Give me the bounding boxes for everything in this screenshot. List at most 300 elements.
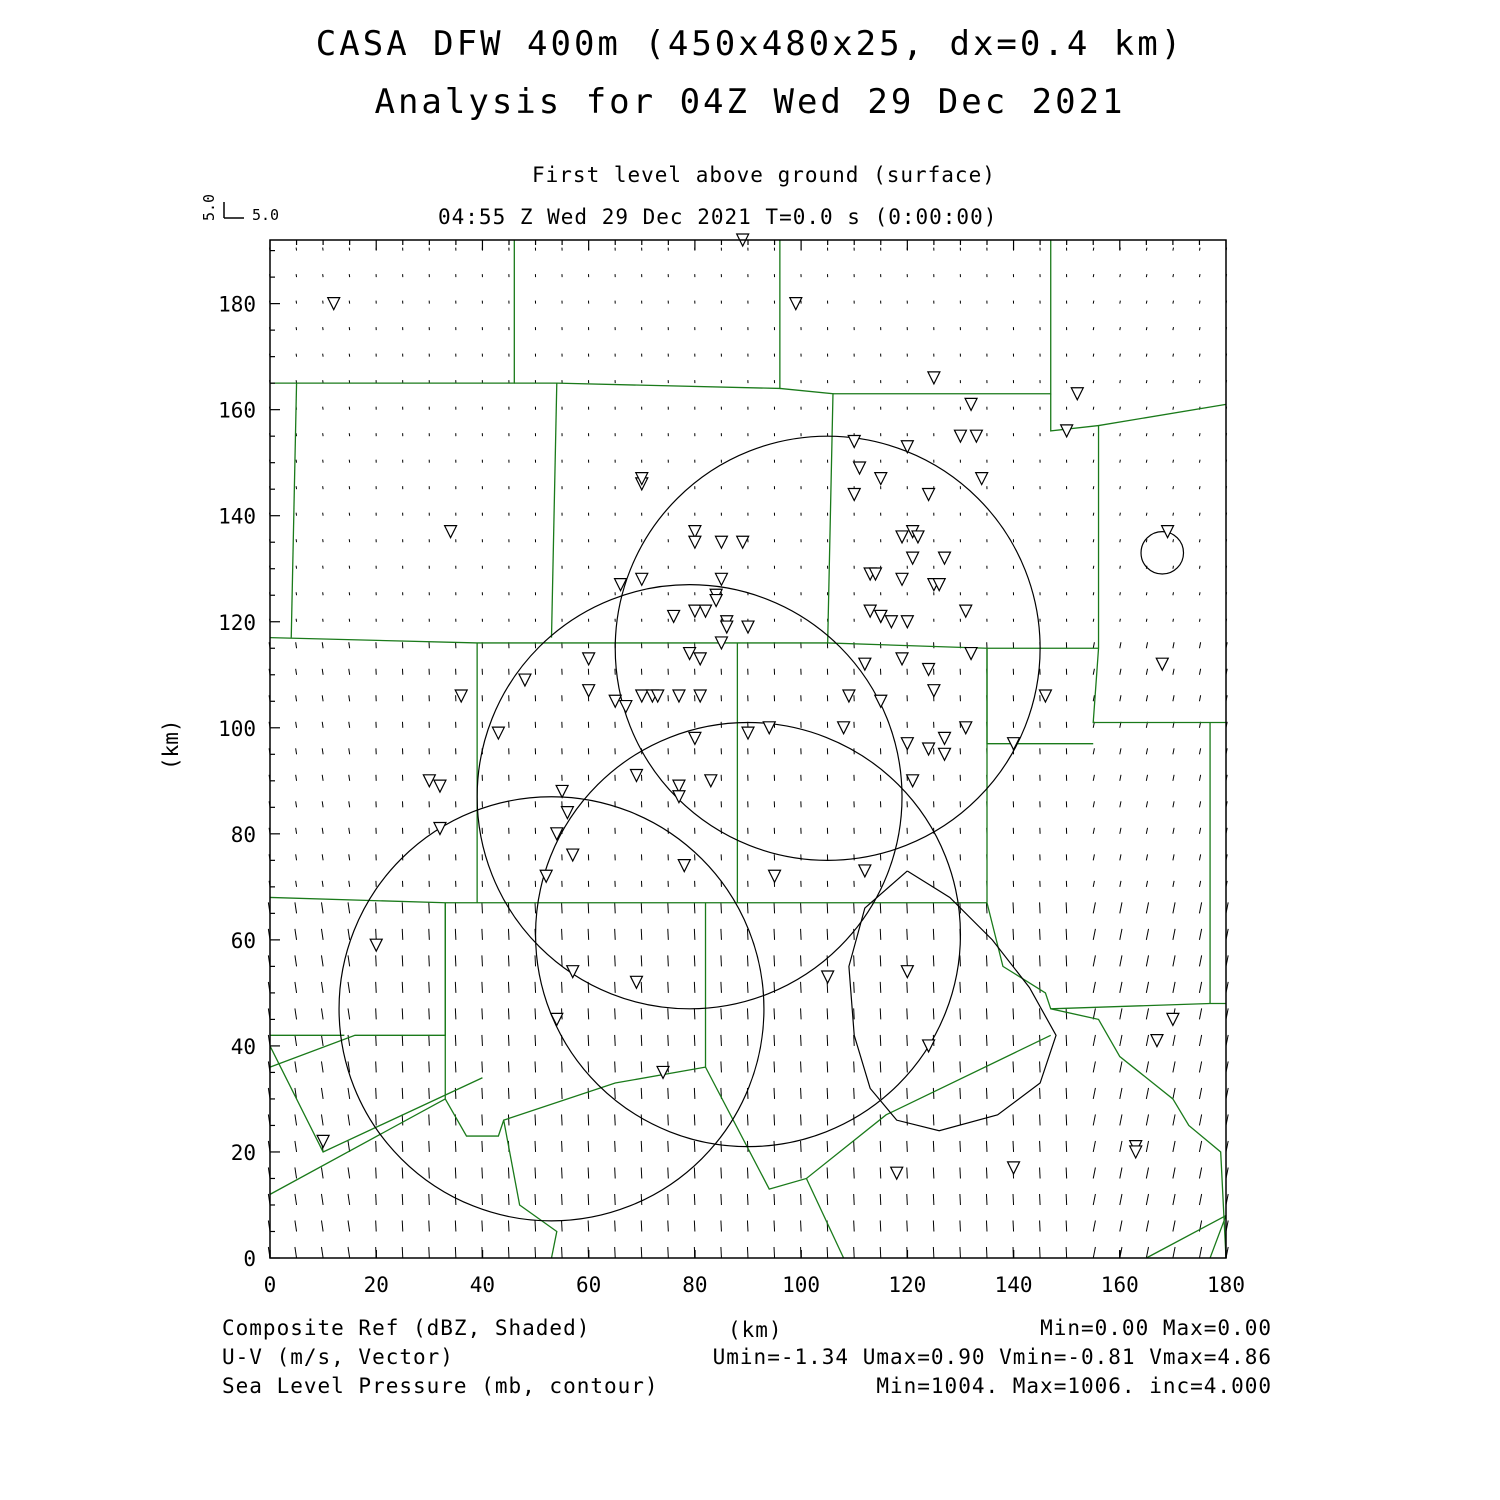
wind-vector (960, 1061, 961, 1072)
wind-vector (1093, 881, 1094, 887)
wind-vector (854, 1061, 855, 1072)
wind-vector (535, 1220, 536, 1231)
wind-vector (508, 982, 509, 993)
wind-vector (455, 1220, 456, 1231)
wind-vector (827, 1114, 828, 1125)
wind-vector (296, 695, 297, 701)
wind-vector (455, 902, 456, 913)
wind-vector (1120, 619, 1121, 622)
wind-vector (721, 1141, 722, 1152)
wind-vector (854, 1114, 855, 1125)
wind-vector (721, 1247, 722, 1258)
wind-vector (1173, 1247, 1175, 1258)
wind-vector (1173, 566, 1174, 569)
wind-vector (1093, 1114, 1095, 1125)
wind-vector (615, 955, 616, 966)
wind-vector (348, 1035, 350, 1046)
wind-vector (986, 1114, 987, 1125)
county-line (270, 1099, 445, 1194)
wind-vector (1040, 955, 1041, 966)
wind-vector (402, 982, 403, 993)
wind-vector (880, 1035, 881, 1046)
wind-vector (747, 955, 748, 966)
wind-vector (535, 902, 536, 913)
wind-vector (933, 1088, 934, 1099)
wind-vector (1093, 1088, 1095, 1099)
wind-vector (482, 902, 483, 913)
wind-vector (348, 1088, 350, 1099)
wind-vector (774, 1247, 775, 1258)
wind-vector (295, 982, 297, 993)
wind-vector (1199, 828, 1200, 834)
wind-vector (721, 955, 722, 966)
wind-vector (774, 1194, 775, 1205)
wind-vector (482, 1220, 483, 1231)
y-tick-label: 0 (243, 1247, 256, 1271)
y-tick-label: 140 (218, 504, 256, 529)
station-marker (1039, 690, 1051, 702)
wind-vector (986, 1088, 987, 1099)
station-marker (875, 610, 887, 622)
x-tick-label: 160 (1100, 1273, 1139, 1297)
wind-vector (1173, 1035, 1175, 1046)
wind-vector (1040, 1194, 1041, 1205)
wind-vector (1173, 327, 1174, 330)
wind-vector (295, 955, 297, 966)
wind-vector (535, 982, 536, 993)
wind-vector (376, 1167, 377, 1178)
wind-vector (376, 1114, 377, 1125)
x-tick-label: 140 (994, 1273, 1033, 1297)
wind-vector (535, 1194, 536, 1205)
wind-vector (349, 854, 350, 860)
wind-vector (668, 1141, 669, 1152)
wind-vector (880, 902, 881, 913)
wind-vector (668, 929, 669, 940)
wind-vector (721, 1008, 722, 1019)
wind-vector (907, 955, 908, 966)
wind-vector (668, 1194, 669, 1205)
wind-vector (694, 1114, 695, 1125)
wind-vector (1093, 955, 1095, 966)
wind-vector (348, 955, 350, 966)
wind-vector (1146, 1194, 1148, 1205)
wind-vector (402, 1220, 403, 1231)
wind-vector (1173, 695, 1174, 701)
wind-vector (588, 929, 589, 940)
station-marker (370, 939, 382, 951)
wind-vector (429, 1167, 430, 1178)
station-marker (965, 398, 977, 410)
wind-vector (1066, 929, 1067, 940)
wind-vector (774, 1141, 775, 1152)
wind-vector (1040, 1220, 1041, 1231)
wind-vector (508, 1220, 509, 1231)
wind-vector (721, 902, 722, 913)
wind-vector (1199, 592, 1200, 595)
wind-vector (295, 1167, 297, 1178)
wind-vector (1199, 539, 1200, 542)
wind-vector (641, 1247, 642, 1258)
wind-vector (482, 1114, 483, 1125)
station-marker (583, 685, 595, 697)
wind-vector (1146, 1061, 1148, 1072)
wind-vector (482, 1061, 483, 1072)
station-marker (954, 430, 966, 442)
wind-vector (535, 1035, 536, 1046)
wind-vector (562, 1061, 563, 1072)
wind-vector (402, 1141, 403, 1152)
wind-vector (535, 1114, 536, 1125)
wind-vector (774, 955, 775, 966)
wind-vector (1120, 1008, 1122, 1019)
wind-vector (1120, 881, 1121, 887)
wind-vector (1199, 1167, 1201, 1178)
wind-vector (880, 929, 881, 940)
wind-vector (774, 1035, 775, 1046)
wind-vector (960, 1220, 961, 1231)
wind-vector (801, 1088, 802, 1099)
wind-vector (1066, 1141, 1067, 1152)
wind-vector (1146, 433, 1147, 436)
station-marker (923, 1040, 935, 1052)
y-tick-label: 180 (218, 292, 256, 317)
wind-vector (1120, 929, 1122, 940)
wind-vector (854, 955, 855, 966)
level-label: First level above ground (surface) (532, 163, 996, 187)
wind-vector (1093, 642, 1094, 648)
station-marker (434, 780, 446, 792)
wind-vector (535, 1167, 536, 1178)
station-marker (317, 1135, 329, 1147)
wind-vector (1040, 1141, 1041, 1152)
wind-vector (349, 669, 350, 675)
wind-vector (774, 1061, 775, 1072)
wind-vector (907, 1194, 908, 1205)
wind-vector (348, 1220, 350, 1231)
wind-vector (880, 955, 881, 966)
wind-vector (1093, 828, 1094, 834)
wind-vector (562, 955, 563, 966)
wind-vector (880, 1008, 881, 1019)
wind-vector (1146, 1008, 1148, 1019)
wind-vector (1199, 327, 1200, 330)
wind-vector (1013, 929, 1014, 940)
wind-vector (615, 1008, 616, 1019)
wind-vector (296, 828, 297, 834)
wind-vector (1173, 592, 1174, 595)
wind-vector (1120, 513, 1121, 516)
wind-vector (429, 1061, 430, 1072)
wind-vector (1093, 1141, 1095, 1152)
wind-vector (1173, 1061, 1175, 1072)
x-unit-label: (km) (728, 1318, 783, 1342)
wind-vector (907, 1061, 908, 1072)
wind-vector (1093, 619, 1094, 622)
wind-vector (801, 955, 802, 966)
wind-vector (455, 982, 456, 993)
station-marker (891, 1167, 903, 1179)
x-tick-label: 100 (782, 1273, 821, 1297)
wind-vector (986, 1008, 987, 1019)
wind-vector (907, 902, 908, 913)
wind-vector (1173, 354, 1174, 357)
wind-vector (694, 1194, 695, 1205)
wind-vector (402, 1035, 403, 1046)
wind-vector (1093, 929, 1095, 940)
wind-vector (321, 1220, 323, 1231)
wind-vector (774, 1114, 775, 1125)
wind-vector (1013, 1194, 1014, 1205)
wind-vector (854, 1220, 855, 1231)
wind-vector (1173, 775, 1174, 781)
wind-vector (1146, 539, 1147, 542)
wind-vector (348, 902, 350, 913)
station-marker (939, 732, 951, 744)
county-line (551, 383, 556, 638)
wind-vector (694, 902, 695, 913)
wind-vector (615, 902, 616, 913)
wind-vector (296, 642, 297, 648)
wind-vector (562, 1220, 563, 1231)
wind-vector (588, 1035, 589, 1046)
wind-vector (854, 982, 855, 993)
wind-vector (1120, 380, 1121, 383)
wind-vector (907, 1220, 908, 1231)
wind-vector (508, 1061, 509, 1072)
wind-vector (429, 1008, 430, 1019)
wind-vector (907, 1008, 908, 1019)
wind-vector (482, 1088, 483, 1099)
wind-vector (1093, 775, 1094, 781)
station-marker (859, 865, 871, 877)
wind-vector (588, 955, 589, 966)
station-marker (689, 605, 701, 617)
wind-vector (1093, 854, 1094, 860)
wind-vector (508, 1008, 509, 1019)
county-line (987, 903, 1226, 1258)
wind-vector (1146, 248, 1147, 251)
wind-vector (482, 982, 483, 993)
station-marker (960, 605, 972, 617)
wind-vector (429, 1141, 430, 1152)
wind-vector (1120, 642, 1121, 648)
wind-vector (321, 1088, 323, 1099)
wind-vector (1013, 1008, 1014, 1019)
wind-vector (1199, 982, 1201, 993)
wind-vector (296, 881, 297, 887)
wind-vector (1093, 407, 1094, 410)
wind-vector (295, 1035, 297, 1046)
station-marker (455, 690, 467, 702)
wind-vector (694, 982, 695, 993)
y-axis-label: (km) (159, 719, 183, 770)
wind-vector (1013, 1088, 1014, 1099)
wind-vector (1199, 1061, 1201, 1072)
wind-vector (801, 982, 802, 993)
wind-vector (1066, 982, 1067, 993)
wind-vector (668, 982, 669, 993)
wind-vector (508, 1035, 509, 1046)
wind-vector (1146, 1035, 1148, 1046)
wind-vector (1173, 642, 1174, 648)
county-line (1210, 1216, 1226, 1258)
wind-vector (960, 1008, 961, 1019)
wind-vector (1173, 486, 1174, 489)
station-marker (657, 1066, 669, 1078)
station-marker (689, 536, 701, 548)
wind-vector (986, 1220, 987, 1231)
station-marker (960, 722, 972, 734)
y-tick-label: 100 (218, 716, 256, 741)
wind-vector (986, 982, 987, 993)
wind-vector (349, 642, 350, 648)
wind-vector (615, 1247, 616, 1258)
wind-vector (960, 1167, 961, 1178)
wind-vector (1040, 1247, 1041, 1258)
wind-vector (668, 1220, 669, 1231)
wind-vector (641, 1061, 642, 1072)
wind-vector (588, 902, 589, 913)
county-line (706, 1035, 1051, 1189)
wind-vector (1146, 748, 1147, 754)
wind-vector (933, 955, 934, 966)
wind-vector (801, 1035, 802, 1046)
wind-vector (1120, 982, 1122, 993)
station-marker (859, 658, 871, 670)
wind-vector (1093, 1061, 1095, 1072)
wind-vector (907, 1114, 908, 1125)
wind-vector (1173, 274, 1174, 277)
wind-vector (1146, 1088, 1148, 1099)
y-tick-label: 120 (218, 610, 256, 635)
station-marker (742, 621, 754, 633)
wind-vector (1040, 929, 1041, 940)
wind-vector (854, 1167, 855, 1178)
x-tick-label: 0 (263, 1273, 277, 1297)
wind-vector (455, 1035, 456, 1046)
wind-vector (1013, 982, 1014, 993)
wind-vector (1199, 1088, 1201, 1099)
wind-vector (1199, 1035, 1201, 1046)
shaded-stats: Min=0.00 Max=0.00 (1040, 1316, 1272, 1340)
wind-vector (1146, 407, 1147, 410)
wind-vector (1120, 354, 1121, 357)
wind-vector (641, 1194, 642, 1205)
radar-range-rings (339, 436, 1040, 1221)
station-marker (678, 860, 690, 872)
wind-vector (349, 722, 350, 728)
station-marker (668, 610, 680, 622)
station-marker (901, 738, 913, 750)
wind-vector (1199, 642, 1200, 648)
wind-vector (986, 955, 987, 966)
wind-vector (694, 1141, 695, 1152)
wind-vector (933, 1008, 934, 1019)
y-tick-label: 40 (230, 1034, 256, 1059)
wind-vector (1040, 1114, 1041, 1125)
wind-vector (1146, 828, 1147, 834)
wind-vector (1146, 801, 1147, 807)
wind-vector (1093, 460, 1094, 463)
wind-vector (641, 1035, 642, 1046)
station-marker (630, 976, 642, 988)
station-marker (838, 722, 850, 734)
wind-vector (880, 1141, 881, 1152)
wind-vector (349, 881, 350, 887)
wind-vector (1013, 1220, 1014, 1231)
wind-vector (668, 1247, 669, 1258)
station-marker (1130, 1146, 1142, 1158)
wind-vector (402, 1061, 403, 1072)
station-marker (636, 573, 648, 585)
wind-vector (1146, 881, 1147, 887)
station-marker (912, 531, 924, 543)
wind-vector (747, 929, 748, 940)
wind-vector (960, 1141, 961, 1152)
wind-vector (1199, 929, 1201, 940)
wind-vector (1173, 301, 1174, 304)
wind-vector (1093, 486, 1094, 489)
wind-vector (1093, 982, 1095, 993)
wind-vector (402, 1088, 403, 1099)
wind-vector (1173, 1194, 1175, 1205)
wind-vector (535, 1061, 536, 1072)
wind-vector (562, 1247, 563, 1258)
county-line (1146, 1216, 1226, 1258)
wind-vector (854, 1194, 855, 1205)
wind-vector (322, 775, 323, 781)
wind-vector (348, 1114, 350, 1125)
wind-vector (1173, 828, 1174, 834)
wind-vector (295, 1247, 297, 1258)
wind-vector (588, 1008, 589, 1019)
wind-vector (1013, 955, 1014, 966)
wind-vector (1066, 1194, 1067, 1205)
wind-vector (1199, 248, 1200, 251)
wind-vector (774, 1008, 775, 1019)
wind-vector (295, 1220, 297, 1231)
wind-vector (615, 1194, 616, 1205)
wind-vector (1093, 513, 1094, 516)
wind-vector (1146, 1220, 1148, 1231)
wind-vector (694, 1035, 695, 1046)
wind-vector (321, 1114, 323, 1125)
wind-vector (747, 1114, 748, 1125)
wind-vector (933, 1114, 934, 1125)
county-line (1051, 1004, 1226, 1009)
county-line (291, 383, 296, 638)
station-marker (970, 430, 982, 442)
vector-field-label: U-V (m/s, Vector) (222, 1345, 454, 1369)
wind-vector (1173, 539, 1174, 542)
wind-vector (747, 1008, 748, 1019)
wind-vector (801, 1061, 802, 1072)
wind-vector (1120, 433, 1121, 436)
wind-vector (615, 1088, 616, 1099)
wind-vector (801, 929, 802, 940)
wind-vector (535, 1141, 536, 1152)
wind-vector (827, 929, 828, 940)
wind-vector (322, 748, 323, 754)
wind-vector (827, 1035, 828, 1046)
wind-vector (1120, 955, 1122, 966)
wind-vector (322, 881, 323, 887)
wind-vector (348, 1008, 350, 1019)
wind-vector (694, 929, 695, 940)
wind-vector (615, 982, 616, 993)
wind-vector (933, 1220, 934, 1231)
